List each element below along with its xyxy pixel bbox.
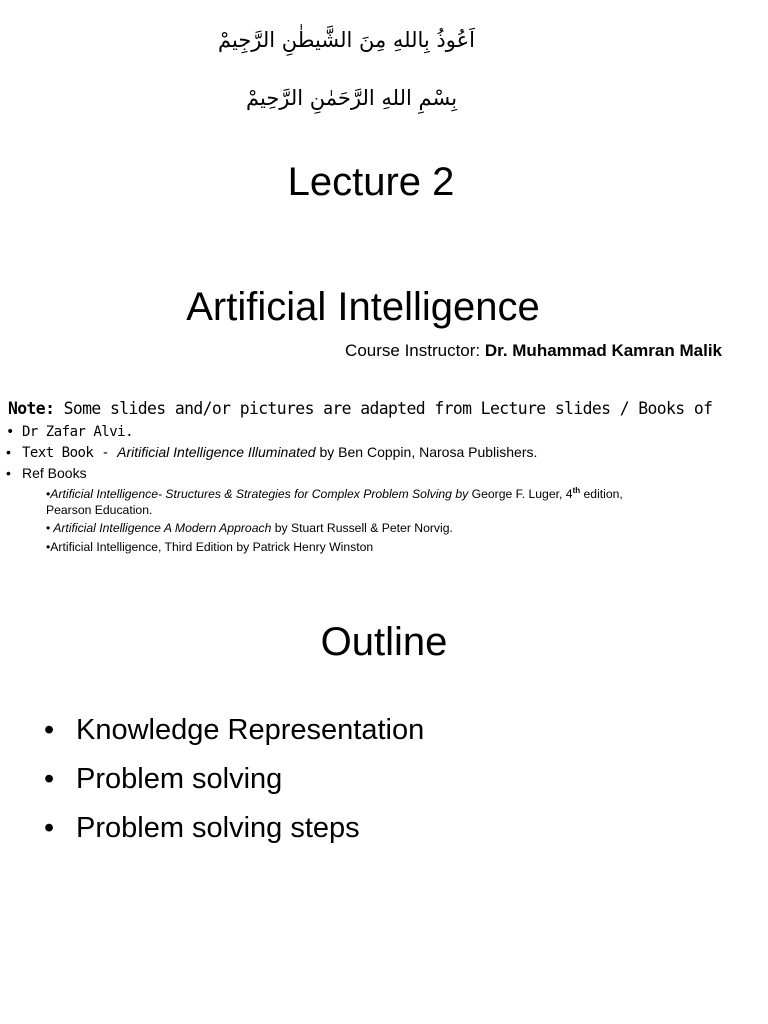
bullet-glyph: • <box>6 444 11 460</box>
source-text: Dr Zafar Alvi. <box>22 424 134 440</box>
bullet-glyph: • <box>46 540 51 554</box>
source-bullet-textbook <box>6 444 537 461</box>
ref-book-winston <box>46 540 373 554</box>
outline-title: Outline <box>320 620 448 664</box>
lecture-title: Lecture 2 <box>287 160 455 204</box>
instructor-label: Course Instructor: <box>345 341 485 360</box>
note-text: Some slides and/or pictures are adapted from Lecture slides / Books of <box>54 399 713 418</box>
ref-book-russell <box>46 521 453 535</box>
outline-item-text: Problem solving steps <box>76 812 360 844</box>
outline-item-text: Problem solving <box>76 763 283 795</box>
refbooks-label: Ref Books <box>22 465 87 481</box>
ref-book-title: Artificial Intelligence- Structures & Strategies for Complex Problem Solving by <box>50 487 469 502</box>
textbook-label: Text Book - <box>22 445 118 461</box>
arabic-taawwuz: اَعُوذُ بِاللهِ مِنَ الشَّيطٰنِ الرَّجِيمْ <box>218 28 475 52</box>
ref-book-author: George F. Luger, 4 <box>468 487 573 502</box>
ref-book-edition: edition, <box>580 487 623 502</box>
bullet-glyph: • <box>46 487 51 502</box>
ref-book-text: Artificial Intelligence, Third Edition by Patrick Henry Winston <box>50 540 374 554</box>
ref-book-author: by Stuart Russell & Peter Norvig. <box>271 521 453 535</box>
outline-item <box>44 714 424 747</box>
outline-item-text: Knowledge Representation <box>76 714 425 746</box>
source-bullet-alvi <box>6 424 133 440</box>
bullet-glyph: • <box>6 465 11 481</box>
bullet-glyph: • <box>44 812 55 844</box>
ref-book-luger <box>46 486 623 501</box>
course-title: Artificial Intelligence <box>186 285 540 329</box>
outline-item <box>44 763 282 796</box>
bullet-glyph: • <box>44 763 55 795</box>
arabic-basmala: بِسْمِ اللهِ الرَّحَمٰنِ الرَّحِيمْ <box>246 86 458 110</box>
course-instructor <box>345 341 722 361</box>
ref-book-luger-line2: Pearson Education. <box>46 503 153 517</box>
bullet-glyph: • <box>6 424 14 440</box>
bullet-glyph: • <box>44 714 55 746</box>
textbook-rest: by Ben Coppin, Narosa Publishers. <box>315 444 538 460</box>
ref-book-title: Artificial Intelligence A Modern Approach <box>50 521 272 535</box>
outline-item <box>44 812 360 845</box>
instructor-name: Dr. Muhammad Kamran Malik <box>484 341 722 360</box>
source-bullet-refbooks <box>6 465 87 481</box>
textbook-title: Aritificial Intelligence Illuminated <box>117 444 316 460</box>
note-label: Note: <box>8 399 55 418</box>
ref-book-sup: th <box>572 486 581 495</box>
note-line <box>8 399 712 418</box>
bullet-glyph: • <box>46 521 51 535</box>
